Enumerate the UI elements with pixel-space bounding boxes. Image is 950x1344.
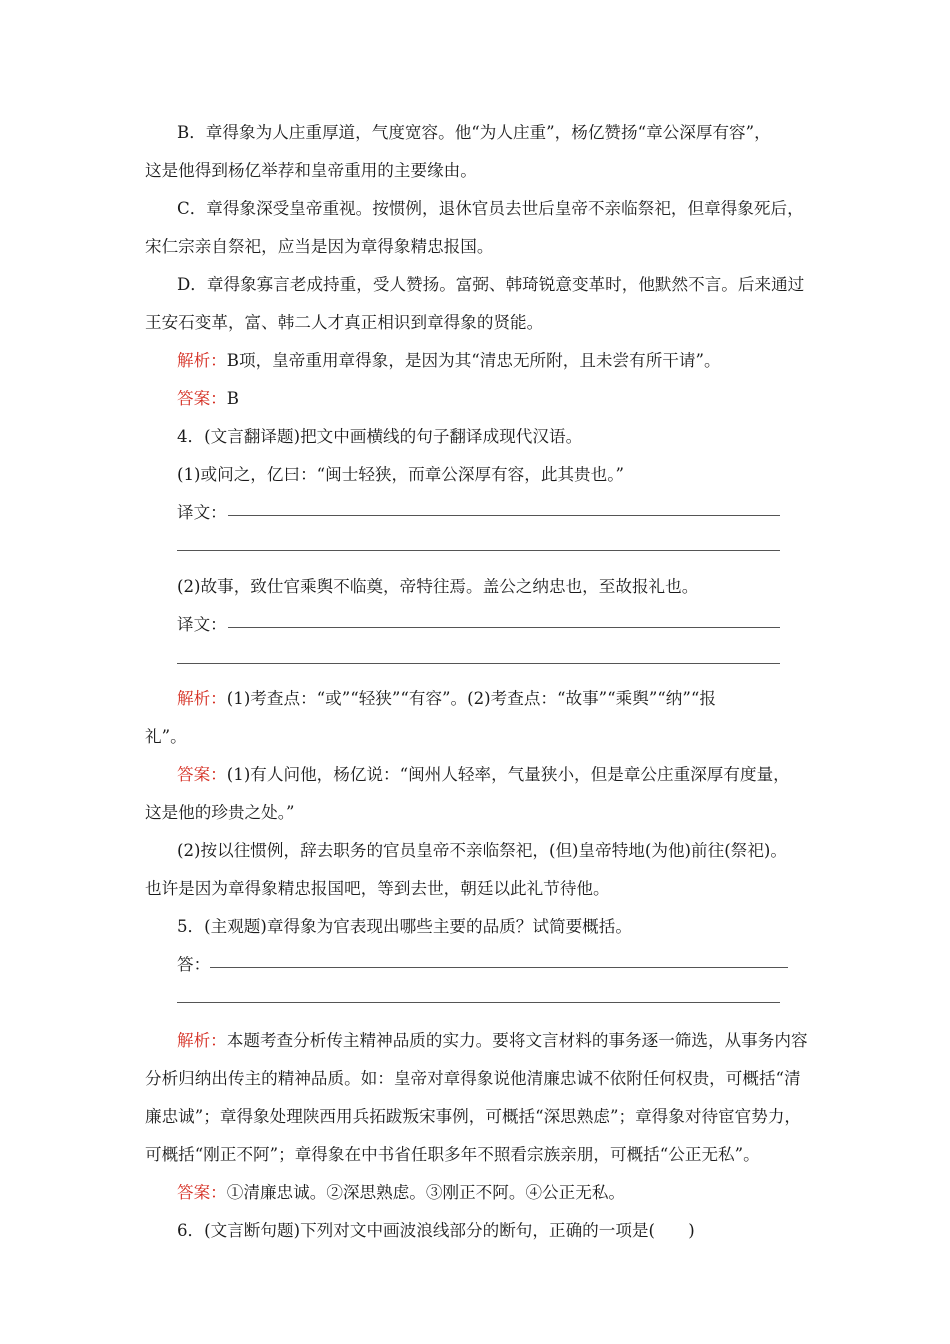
analysis-label: 解析： xyxy=(177,1031,227,1050)
answer-blank-5a[interactable] xyxy=(210,967,788,968)
answer-3 xyxy=(177,388,813,410)
answer-5 xyxy=(177,1182,813,1204)
analysis-label: 解析： xyxy=(177,689,227,708)
answer-4-line1 xyxy=(177,764,813,786)
option-b-line2: 这是他得到杨亿举荐和皇帝重用的主要缘由。 xyxy=(145,161,477,180)
answer-label: 答案： xyxy=(177,765,227,784)
answer-label: 答案： xyxy=(177,1183,227,1202)
question-6: 6．(文言断句题)下列对文中画波浪线部分的断句，正确的一项是( ) xyxy=(177,1221,695,1240)
analysis-4-text: (1)考查点：“或”“轻狭”“有容”。(2)考查点：“故事”“乘舆”“纳”“报 xyxy=(226,689,716,708)
question-5: 5．(主观题)章得象为官表现出哪些主要的品质？试简要概括。 xyxy=(177,917,632,936)
reply-label: 答： xyxy=(177,955,211,974)
translation-label-2: 译文： xyxy=(177,615,227,634)
analysis-5-line4: 可概括“刚正不阿”；章得象在中书省任职多年不照看宗族亲朋，可概括“公正无私”。 xyxy=(145,1145,760,1164)
answer-3-text: B xyxy=(226,389,239,408)
answer-4-line3: (2)按以往惯例，辞去职务的官员皇帝不亲临祭祀，(但)皇帝特地(为他)前往(祭祀)。 xyxy=(177,841,787,860)
option-d-line1: D．章得象寡言老成持重，受人赞扬。富弼、韩琦锐意变革时，他默然不言。后来通过 xyxy=(177,275,805,294)
answer-label: 答案： xyxy=(177,389,227,408)
analysis-label: 解析： xyxy=(177,351,227,370)
option-c-line1: C．章得象深受皇帝重视。按惯例，退休官员去世后皇帝不亲临祭祀，但章得象死后， xyxy=(177,199,804,218)
answer-5-text: ①清廉忠诚。②深思熟虑。③刚正不阿。④公正无私。 xyxy=(226,1183,626,1202)
analysis-4-line2: 礼”。 xyxy=(145,727,187,746)
answer-4-text: (1)有人问他，杨亿说：“闽州人轻率，气量狭小，但是章公庄重深厚有度量， xyxy=(226,765,790,784)
question-4-item-1: (1)或问之，亿曰：“闽士轻狭，而章公深厚有容，此其贵也。” xyxy=(177,465,625,484)
answer-4-line4: 也许是因为章得象精忠报国吧，等到去世，朝廷以此礼节待他。 xyxy=(145,879,610,898)
translation-label-1: 译文： xyxy=(177,503,227,522)
analysis-3 xyxy=(177,350,813,372)
option-c-line2: 宋仁宗亲自祭祀，应当是因为章得象精忠报国。 xyxy=(145,237,494,256)
analysis-4-line1 xyxy=(177,688,813,710)
analysis-5-line3: 廉忠诚”；章得象处理陕西用兵拓跋叛宋事例，可概括“深思熟虑”；章得象对待宦官势力， xyxy=(145,1107,802,1126)
analysis-5-text: 本题考查分析传主精神品质的实力。要将文言材料的事务逐一筛选，从事务内容 xyxy=(226,1031,808,1050)
question-4-item-2: (2)故事，致仕官乘舆不临奠，帝特往焉。盖公之纳忠也，至故报礼也。 xyxy=(177,577,699,596)
analysis-3-text: B项，皇帝重用章得象，是因为其“清忠无所附，且未尝有所干请”。 xyxy=(226,351,721,370)
translation-blank-1a[interactable] xyxy=(228,515,780,516)
answer-blank-5b[interactable] xyxy=(177,1002,780,1003)
answer-4-line2: 这是他的珍贵之处。” xyxy=(145,803,295,822)
translation-blank-2a[interactable] xyxy=(228,627,780,628)
analysis-5-line1 xyxy=(177,1030,813,1052)
question-4: 4．(文言翻译题)把文中画横线的句子翻译成现代汉语。 xyxy=(177,427,583,446)
option-b-line1: B．章得象为人庄重厚道，气度宽容。他“为人庄重”，杨亿赞扬“章公深厚有容”， xyxy=(177,123,771,142)
analysis-5-line2: 分析归纳出传主的精神品质。如：皇帝对章得象说他清廉忠诚不依附任何权贵，可概括“清 xyxy=(145,1069,801,1088)
translation-blank-1b[interactable] xyxy=(177,550,780,551)
translation-blank-2b[interactable] xyxy=(177,663,780,664)
option-d-line2: 王安石变革，富、韩二人才真正相识到章得象的贤能。 xyxy=(145,313,544,332)
